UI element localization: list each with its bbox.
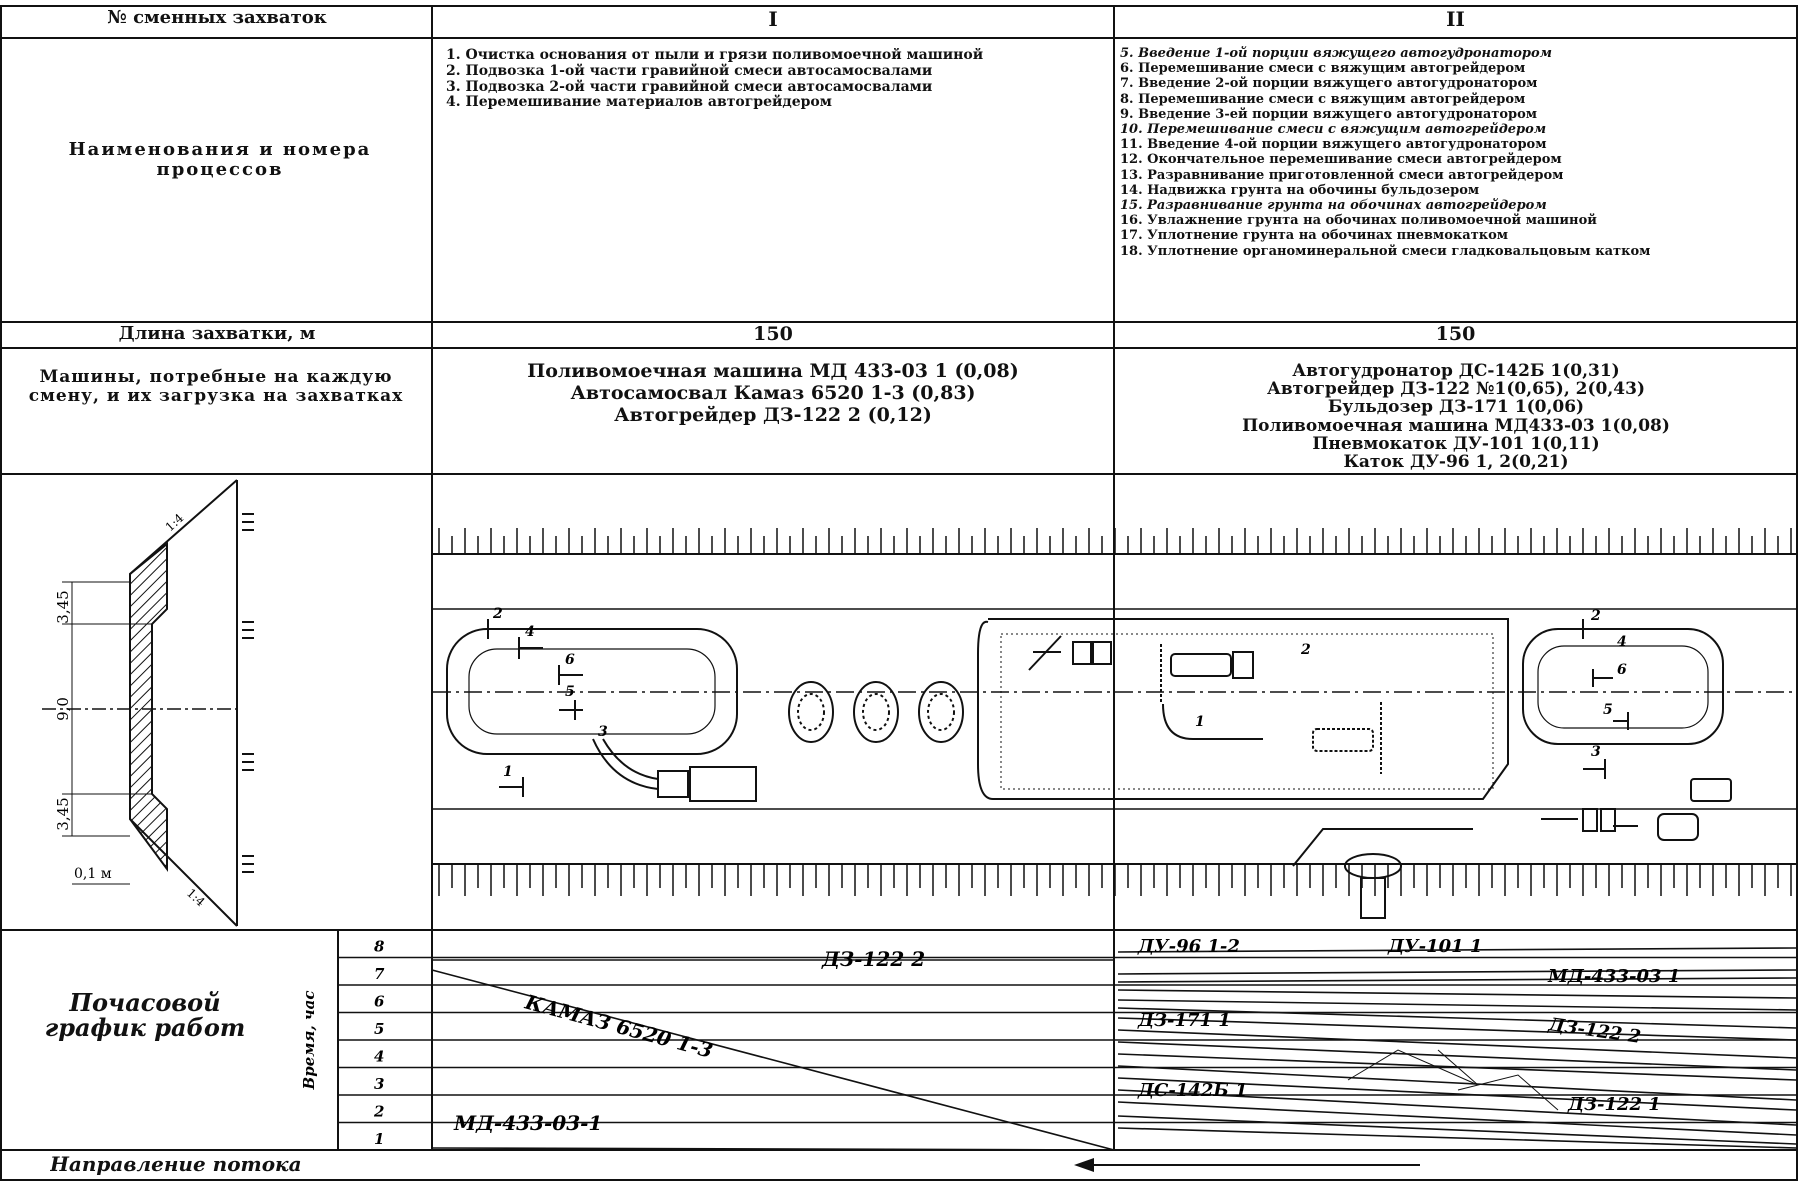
- step-label: 6: [565, 652, 575, 668]
- process-item: 12. Окончательное перемешивание смеси автогрейдером: [1120, 152, 1562, 168]
- process-item: 4. Перемешивание материалов автогрейдером: [446, 94, 832, 111]
- process-item: 15. Разравнивание грунта на обочинах автогрейдером: [1120, 198, 1547, 214]
- machine-line-label: МД-433-03-1: [454, 1111, 603, 1135]
- step-label: 6: [1617, 662, 1627, 678]
- dim-bot-label: 3,45: [54, 797, 72, 831]
- zone-number-label: № сменных захваток: [107, 8, 327, 28]
- machine-line-label: ДУ-101 1: [1388, 936, 1483, 957]
- dim-top-label: 3,45: [54, 590, 72, 624]
- process-item: 9. Введение 3-ей порции вяжущего автогудронатором: [1120, 106, 1538, 122]
- machine-line-label: ДЗ-171 1: [1138, 1010, 1231, 1031]
- machine-entry: Бульдозер ДЗ-171 1(0,06): [1327, 397, 1585, 418]
- hour-tick-label: 8: [374, 937, 385, 956]
- hour-tick-label: 4: [374, 1047, 385, 1066]
- process-item: 7. Введение 2-ой порции вяжущего автогудронатором: [1120, 76, 1538, 92]
- process-item: 18. Уплотнение органоминеральной смеси гладковальцовым катком: [1120, 243, 1651, 259]
- material-pile: [854, 682, 898, 742]
- roller: [1658, 814, 1698, 840]
- material-pile: [789, 682, 833, 742]
- machine-entry: Автогрейдер ДЗ-122 №1(0,65), 2(0,43): [1266, 379, 1645, 400]
- hour-tick-label: 7: [374, 965, 385, 983]
- hourly-schedule-chart: [338, 930, 1798, 1150]
- dump-truck-cab: [658, 771, 688, 797]
- flow-direction-arrow: [1070, 1152, 1430, 1178]
- machine-line-label: ДЗ-122 2: [822, 947, 926, 971]
- machine-line-label: ДЗ-122 2: [1547, 1014, 1643, 1048]
- step-label: 5: [565, 684, 575, 700]
- machine-line-label: МД-433-03 1: [1548, 966, 1681, 987]
- roller-drum: [1345, 854, 1401, 878]
- dim-mid-label: 9,0: [54, 697, 72, 721]
- shoulder-hatch: [130, 544, 167, 869]
- machine-entry: Автосамосвал Камаз 6520 1-3 (0,83): [570, 382, 976, 405]
- hour-tick-label: 3: [374, 1075, 385, 1093]
- process-item: 17. Уплотнение грунта на обочинах пневмокатком: [1120, 228, 1509, 244]
- zone-1-length: 150: [753, 324, 793, 345]
- flow-direction-label: Направление потока: [50, 1152, 302, 1176]
- zone-1-processes: [446, 48, 1066, 318]
- road-cross-section: [2, 474, 432, 930]
- dim-offset-label: 0,1 м: [74, 866, 112, 882]
- hour-tick-label: 2: [374, 1102, 385, 1121]
- process-item: 1. Очистка основания от пыли и грязи поливомоечной машиной: [446, 48, 984, 63]
- step-label: 4: [1617, 634, 1627, 650]
- zone-2-length: 150: [1435, 324, 1476, 345]
- step-label: 2: [493, 606, 503, 622]
- process-item: 8. Перемешивание смеси с вяжущим автогрейдером: [1120, 91, 1526, 107]
- machine-entry: Каток ДУ-96 1, 2(0,21): [1343, 451, 1569, 472]
- process-item: 5. Введение 1-ой порции вяжущего автогудронатором: [1120, 46, 1552, 61]
- zone-2-header: II: [1446, 8, 1465, 31]
- dump-truck-body: [690, 767, 756, 801]
- zone-2-processes: [1120, 46, 1795, 322]
- slope-bot-label: 1:4: [183, 885, 208, 910]
- machine-entry: Автогрейдер ДЗ-122 2 (0,12): [614, 404, 932, 427]
- machine-entry: Автогудронатор ДС-142Б 1(0,31): [1292, 362, 1620, 381]
- machine-entry: Поливомоечная машина МД433-03 1(0,08): [1242, 415, 1670, 436]
- step-label: 4: [525, 624, 535, 640]
- machine-entry: Поливомоечная машина МД 433-03 1 (0,08): [527, 360, 1019, 382]
- slope-top-label: 1:4: [162, 510, 187, 535]
- distributor-truck: [1171, 654, 1231, 676]
- step-label: 3: [598, 724, 608, 740]
- zone-1-header: I: [768, 8, 778, 31]
- length-row-label: Длина захватки, м: [118, 324, 316, 344]
- zone-2-machines: [1116, 362, 1796, 474]
- step-label: 1: [1195, 714, 1205, 730]
- work-section-frame: [978, 619, 1508, 799]
- process-item: 10. Перемешивание смеси с вяжущим автогрейдером: [1120, 122, 1547, 138]
- machine-line-label: ДС-142Б 1: [1138, 1080, 1248, 1101]
- process-item: 13. Разравнивание приготовленной смеси автогрейдером: [1120, 167, 1564, 183]
- step-label: 3: [1591, 744, 1601, 760]
- step-label: 5: [1603, 702, 1613, 718]
- hour-tick-label: 5: [374, 1020, 385, 1038]
- process-item: 14. Надвижка грунта на обочины бульдозером: [1120, 182, 1480, 198]
- process-item: 3. Подвозка 2-ой части гравийной смеси автосамосвалами: [446, 78, 933, 95]
- machine-line-label: ДЗ-122 1: [1568, 1094, 1661, 1115]
- machines-row-label: Машины, потребные на каждую смену, и их загрузка на захватках: [28, 368, 404, 406]
- machine-entry: Пневмокаток ДУ-101 1(0,11): [1312, 433, 1600, 454]
- process-item: 16. Увлажнение грунта на обочинах поливомоечной машиной: [1120, 213, 1597, 229]
- step-label: 2: [1301, 642, 1311, 658]
- step-label: 1: [503, 764, 513, 780]
- time-axis-label: [288, 930, 328, 1150]
- machine-line-label: КАМАЗ 6520 1-3: [522, 989, 716, 1063]
- process-item: 6. Перемешивание смеси с вяжущим автогрейдером: [1120, 61, 1526, 77]
- schedule-row-label: Почасовой график работ: [44, 990, 246, 1043]
- zone-1-machines: [436, 360, 1110, 470]
- process-item: 11. Введение 4-ой порции вяжущего автогудронатором: [1120, 137, 1547, 153]
- process-item: 2. Подвозка 1-ой части гравийной смеси автосамосвалами: [446, 62, 933, 79]
- processes-row-label: Наименования и номера процессов: [68, 140, 372, 180]
- hour-tick-label: 6: [374, 992, 385, 1011]
- svg-text:Время, час: Время, час: [300, 990, 318, 1090]
- step-label: 2: [1591, 608, 1601, 624]
- material-pile: [919, 682, 963, 742]
- machine-line-label: ДУ-96 1-2: [1138, 936, 1240, 957]
- work-plan-scheme: [433, 474, 1796, 930]
- hour-tick-label: 1: [374, 1130, 385, 1148]
